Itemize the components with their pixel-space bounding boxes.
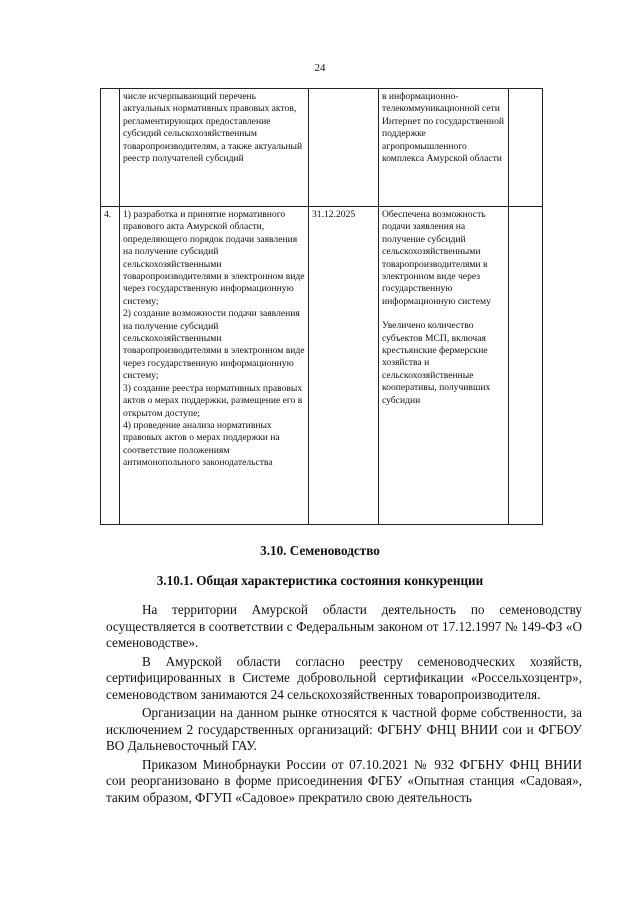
measures-table (100, 88, 543, 525)
measure-cell: 1) разработка и принятие нормативного правового акта Амурской области, определяющего порядок подачи заявления на получение субсидий сельскохозяйственными товаропроизводителями в электронном виде через государственную информационную систему; 2) создание возможности подачи заявления на получение субсидий сельскохозяйственными товаропроизводителями в электронном виде через государственную информационную систему; 3) создание реестра нормативных правовых актов о мерах поддержки, размещение его в открытом доступе; 4) проведение анализа нормативных правовых актов о мерах поддержки на соответствие положениям антимонопольного законодательства (120, 207, 309, 525)
result-text-1: Обеспечена возможность подачи заявления на получение субсидий сельскохозяйственными товаропроизводителями в электронном виде через государственную информационную систему (382, 209, 491, 307)
row-number-cell (101, 89, 120, 207)
measure-cell: числе исчерпывающий перечень актуальных нормативных правовых актов, регламентирующих предоставление субсидий сельскохозяйственным товаропроизводителям, а также актуальный реестр получателей субсидий (120, 89, 309, 207)
body-text (106, 602, 582, 808)
row-number-cell: 4. (101, 207, 120, 525)
result-text-2: Увеличено количество субъектов МСП, включая крестьянские фермерские хозяйства и сельскохозяйственные кооперативы, получивших субсидии (382, 320, 491, 406)
paragraph: Организации на данном рынке относятся к частной форме собственности, за исключением 2 государственных организаций: ФГБНУ ФНЦ ВНИИ сои и ФГБОУ ВО Дальневосточный ГАУ. (106, 705, 582, 753)
deadline-cell: 31.12.2025 (309, 207, 379, 525)
page-number: 24 (314, 62, 326, 74)
subsection-heading: 3.10.1. Общая характеристика состояния конкуренции (156, 573, 484, 588)
extra-cell (509, 207, 543, 525)
paragraph: В Амурской области согласно реестру семеноводческих хозяйств, сертифицированных в Системе добровольной сертификации «Россельхозцентр», семеноводством занимаются 24 сельскохозяйственных товаропроизводителя. (106, 653, 582, 702)
table-row (101, 89, 543, 207)
result-cell (379, 207, 509, 525)
paragraph: На территории Амурской области деятельность по семеноводству осуществляется в соответствии с Федеральным законом от 17.12.1997 № 149-ФЗ «О семеноводстве». (106, 602, 582, 650)
table-row (101, 207, 543, 525)
paragraph: Приказом Минобрнауки России от 07.10.2021 № 932 ФГБНУ ФНЦ ВНИИ сои реорганизовано в форме присоединения ФГБУ «Опытная станция «Садовая», таким образом, ФГУП «Садовое» прекратило свою деятельность (106, 756, 582, 805)
result-cell: в информационно-телекоммуникационной сети Интернет по государственной поддержке агропромышленного комплекса Амурской области (379, 89, 509, 207)
extra-cell (509, 89, 543, 207)
deadline-cell (309, 89, 379, 207)
section-heading: 3.10. Семеноводство (260, 543, 380, 558)
